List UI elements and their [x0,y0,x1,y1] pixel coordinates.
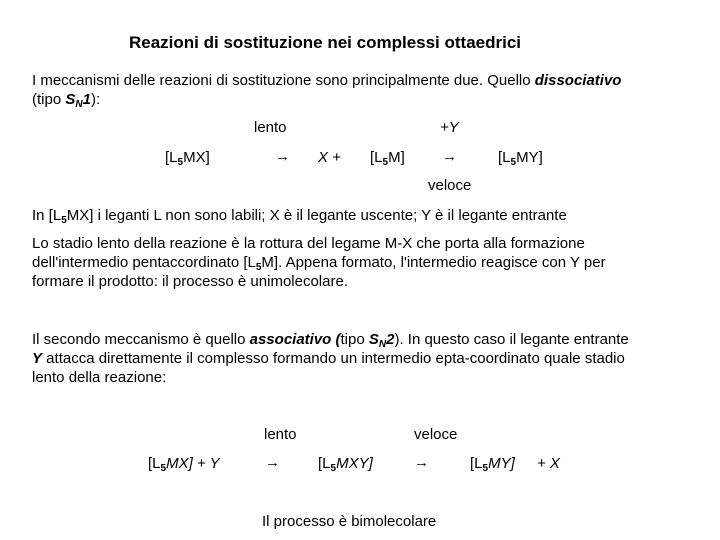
scheme1-product: $[L_5MY]$ [498,149,543,168]
slow-step-paragraph: Lo stadio lento della reazione è la rottura del legame M-X che porta alla formazione dell'intermedio pentaccordinato $[L_5M]$. Appena formato, l'intermedio reagisce con Y per formare il prodotto: il processo è unimolecolare. [32,235,606,290]
scheme1-intermediate: $[L_5M]$ [370,149,405,168]
scheme2-intermediate: $[L_5MXY]$ [318,455,373,474]
associative-term: associativo ( [249,331,341,348]
intro-paragraph [32,71,621,109]
associative-paragraph: Il secondo meccanismo è quello associativo (tipo $S_N2$). In questo caso il legante entrante Y attacca direttamente il complesso formando un intermedio epta-coordinato quale stadio lento della reazione: [32,331,629,386]
ligand-note: In $[L_5MX]$ i leganti L non sono labili; X è il legante uscente; Y è il legante entrante [32,207,567,226]
reaction-arrow-icon: → [275,148,290,165]
intro-text: ): [90,91,101,108]
scheme1-fast-label: veloce [428,177,472,194]
scheme2-product: $[L_5MY]$ [470,455,515,474]
scheme2-reactants: $[L_5MX] + Y$ [148,455,220,474]
reaction-arrow-icon: → [414,454,429,471]
dissociative-term: dissociativo [534,72,622,89]
intro-text: I meccanismi delle reazioni di sostituzione sono principalmente due. Quello [32,72,535,89]
sn-symbol: S [65,91,76,108]
reaction-arrow-icon: → [265,454,280,471]
page-title: Reazioni di sostituzione nei complessi ottaedrici [129,33,522,52]
scheme1-reactant: $[L_5MX]$ [165,149,210,168]
scheme1-plus-y-label: +Y [440,119,459,136]
intro-text: (tipo [32,91,66,108]
scheme1-slow-label: lento [254,119,287,136]
sn-order: 1 [82,91,91,108]
scheme2-fast-label: veloce [414,426,458,443]
bimolecular-note: Il processo è bimolecolare [262,513,437,530]
scheme1-x-plus: X + [318,149,341,166]
sn-subscript: N [75,99,83,110]
scheme2-plus-x: + X [537,455,560,472]
scheme2-slow-label: lento [264,426,297,443]
reaction-arrow-icon: → [442,148,457,165]
